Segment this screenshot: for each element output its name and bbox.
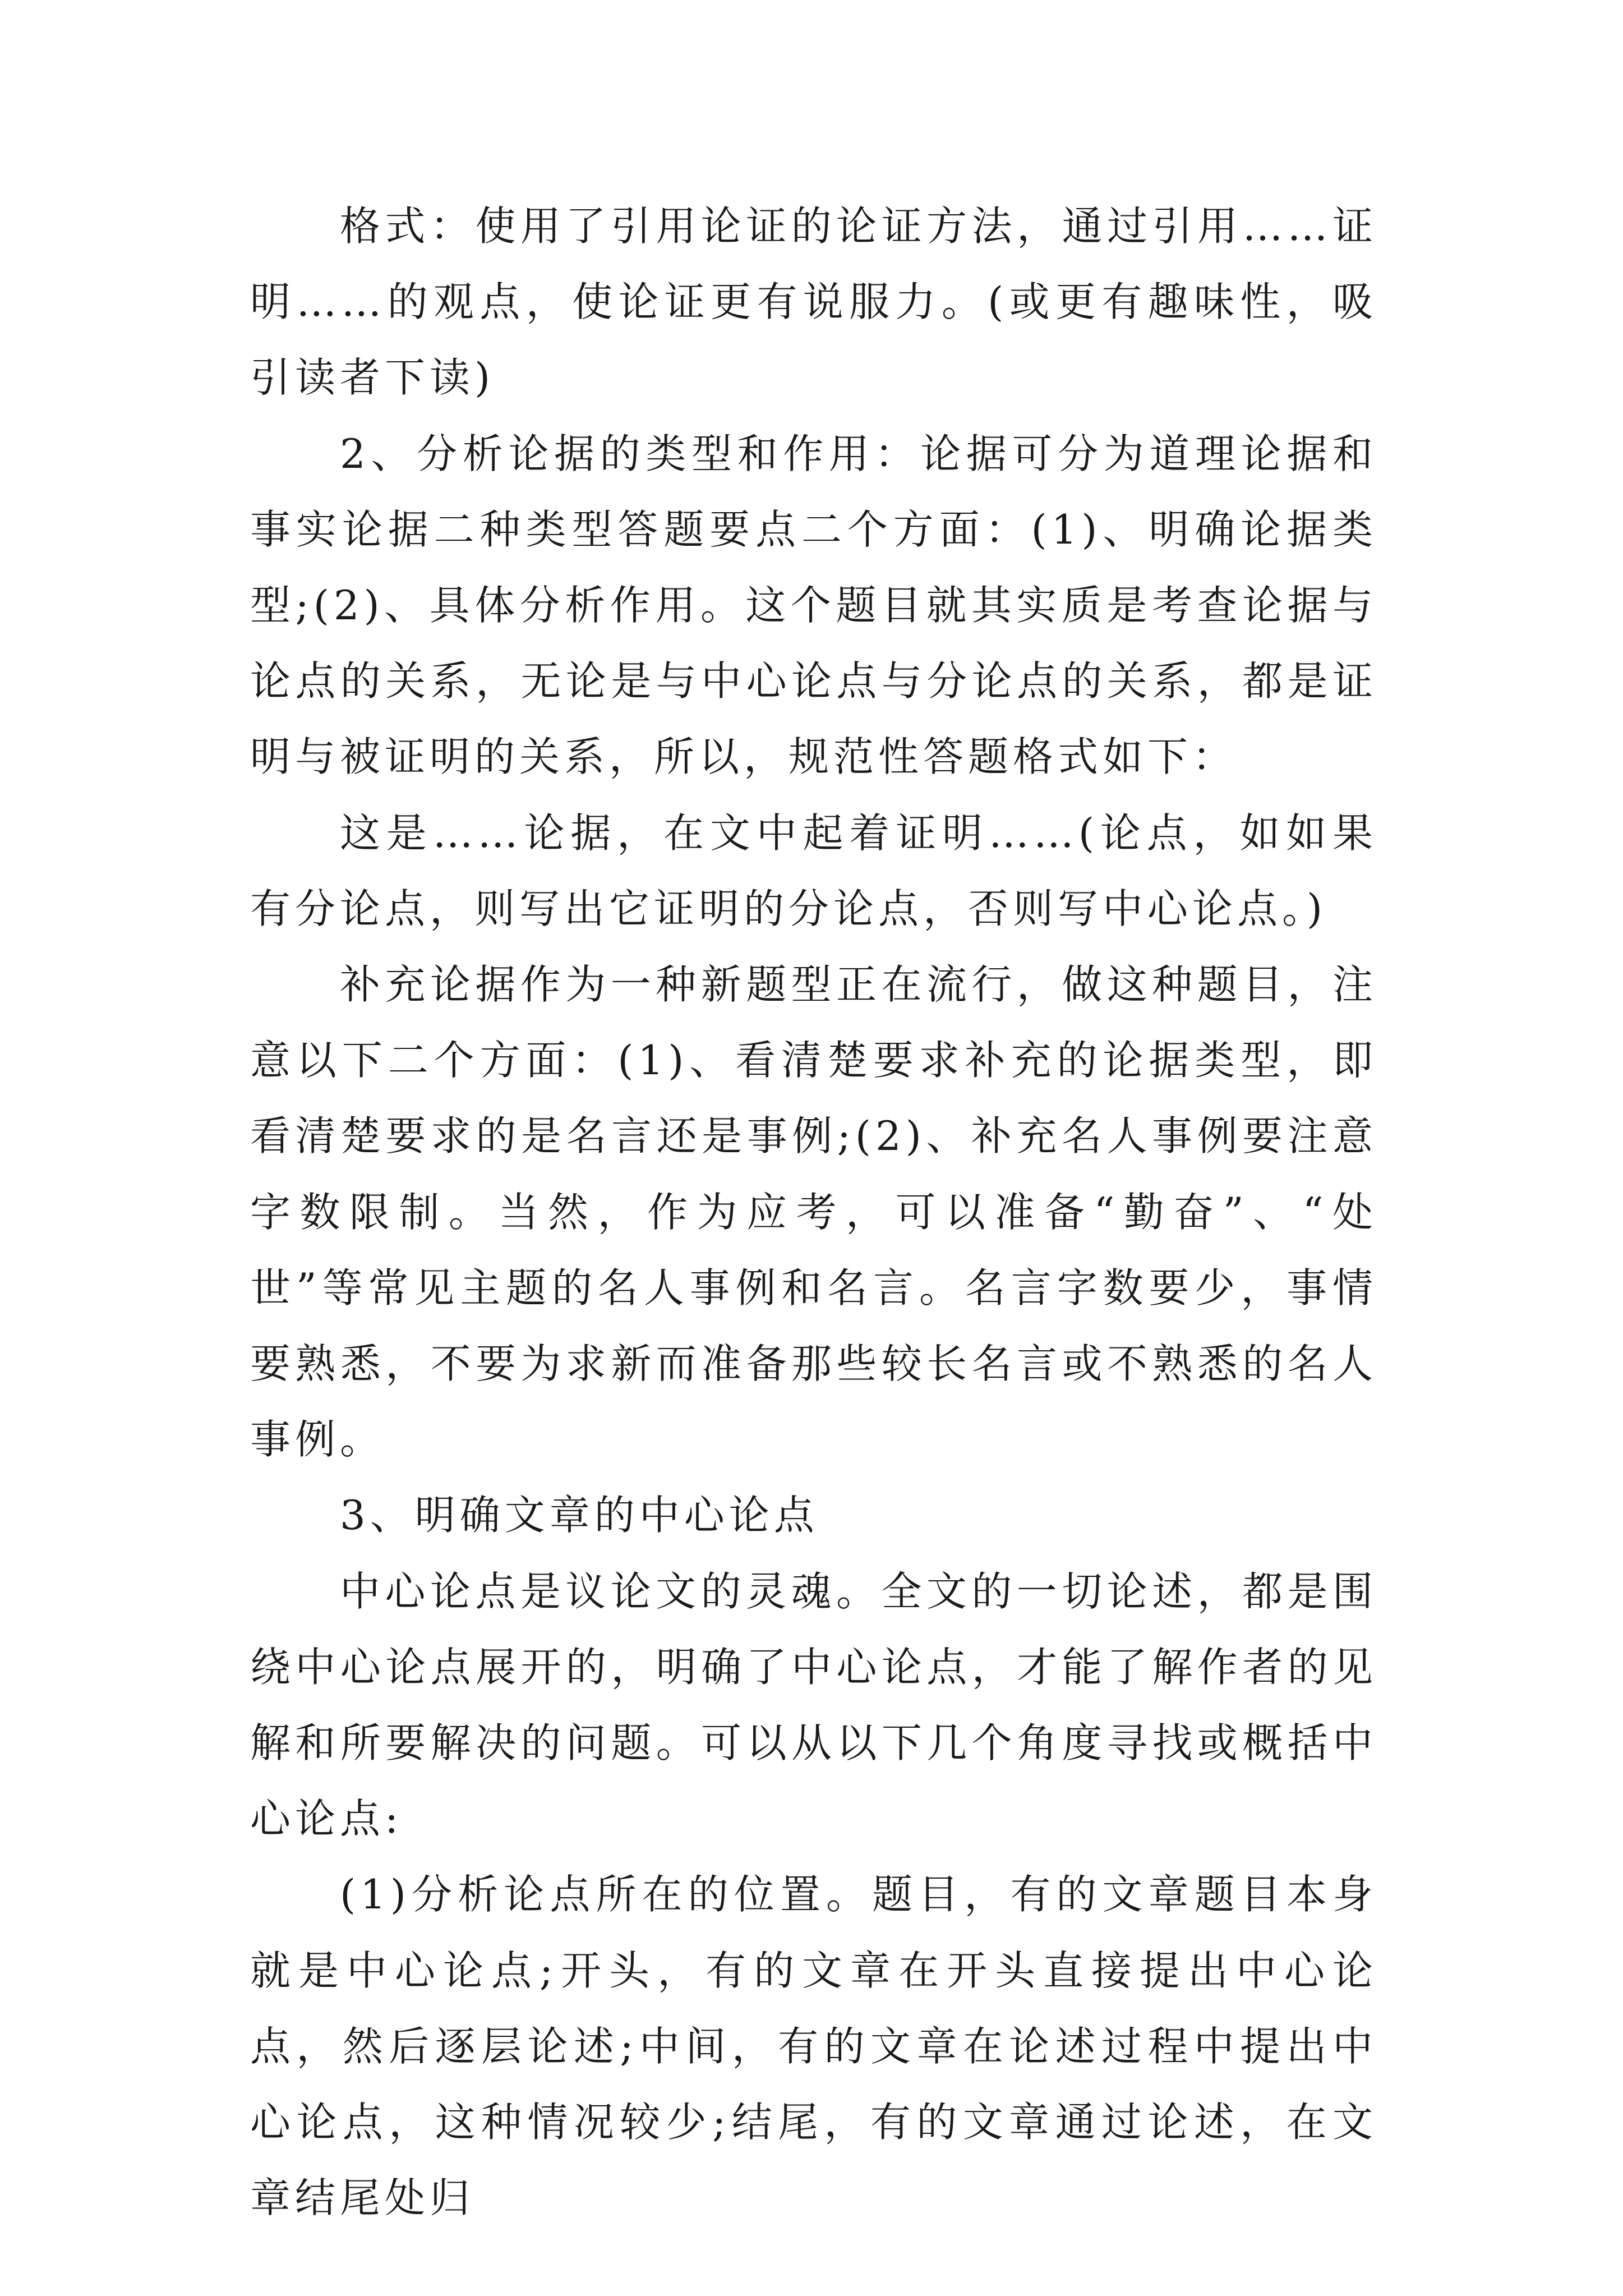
body-text [250,188,1377,2236]
paragraph-supplement-evidence: 补充论据作为一种新题型正在流行，做这种题目，注意以下二个方面：(1)、看清楚要求补充的论据类型，即看清楚要求的是名言还是事例;(2)、补充名人事例要注意字数限制。当然，作为应考，可以准备“勤奋”、“处世”等常见主题的名人事例和名言。名言字数要少，事情要熟悉，不要为求新而准备那些较长名言或不熟悉的名人事例。 [250,961,1377,1464]
section-heading-central-argument: 3、明确文章的中心论点 [340,1492,819,1539]
paragraph-evidence-template: 这是……论据，在文中起着证明……(论点，如如果有分论点，则写出它证明的分论点，否则写中心论点。) [250,809,1377,932]
paragraph-argument-position: (1)分析论点所在的位置。题目，有的文章题目本身就是中心论点;开头，有的文章在开头直接提出中心论点，然后逐层论述;中间，有的文章在论述过程中提出中心论点，这种情况较少;结尾，有的文章通过论述，在文章结尾处归 [250,1871,1377,2222]
paragraph-citation-format: 格式：使用了引用论证的论证方法，通过引用……证明……的观点，使论证更有说服力。(或更有趣味性，吸引读者下读) [250,203,1377,402]
paragraph-evidence-analysis: 2、分析论据的类型和作用：论据可分为道理论据和事实论据二种类型答题要点二个方面：(1)、明确论据类型;(2)、具体分析作用。这个题目就其实质是考查论据与论点的关系，无论是与中心论点与分论点的关系，都是证明与被证明的关系，所以，规范性答题格式如下： [250,430,1377,781]
paragraph-central-argument: 中心论点是议论文的灵魂。全文的一切论述，都是围绕中心论点展开的，明确了中心论点，才能了解作者的见解和所要解决的问题。可以从以下几个角度寻找或概括中心论点: [250,1567,1377,1843]
